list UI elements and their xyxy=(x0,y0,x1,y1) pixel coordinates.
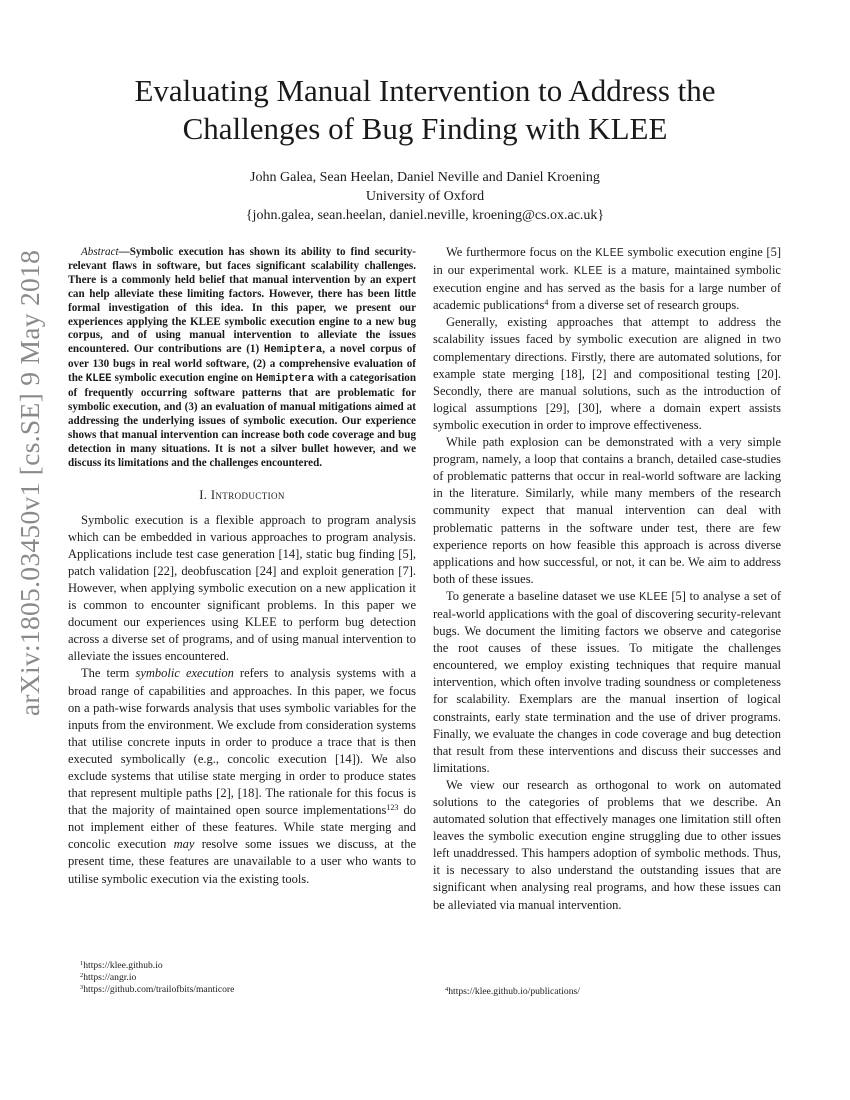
paper-title xyxy=(60,72,790,148)
right-p4-klee: KLEE xyxy=(638,589,668,604)
footnote-3 xyxy=(80,984,234,996)
footnote-1-link[interactable]: https://klee.github.io xyxy=(83,960,163,971)
abstract-hemiptera-2: Hemiptera xyxy=(255,373,315,386)
footnote-1 xyxy=(80,960,234,972)
right-p1-text-d: from a diverse set of research groups. xyxy=(548,298,740,313)
intro-p2-footnote-ref: 123 xyxy=(386,803,399,813)
right-paragraph-3: While path explosion can be demonstrated with a very simple program, namely, a loop that contains a branch, detailed case-studies of problematic patterns that occur in real-world software are lacking in the literature. Similarly, while many members of the research community expect that manual intervention can deal with problematic patterns in the software under test, there are few experience reports on how feasible this approach is across diverse applications and how successful, or not, it can be. We aim to address both of these issues. xyxy=(433,435,781,586)
abstract-klee: KLEE xyxy=(85,373,112,386)
intro-p2-text-c: do not implement either of these features. While state merging and concolic execution xyxy=(68,803,417,852)
abstract-hemiptera-1: Hemiptera xyxy=(263,344,323,357)
right-paragraph-1 xyxy=(433,244,781,314)
right-p4-text-b: [5] to analyse a set of real-world applications with the goal of discovering security-relevant bugs. We document the limiting factors we observe and categorise the root causes of these issues. To mitigate the challenges encountered, we employ existing techniques that require manual intervention, which often involve trading soundness or completeness for scalability. Exemplars are the manual insertion of logical constraints, early state termination and the use of driver programs. Finally, we evaluate the changes in code coverage and bug detection that result from these interventions and discuss their successes and limitations. xyxy=(433,588,781,775)
right-paragraph-5: We view our research as orthogonal to work on automated solutions to the categories of problems that we describe. An automated solution that effectively manages one limitation still often leaves the symbolic execution engine struggling due to other issues left unaddressed. This hampers adoption of symbolic methods. Thus, it is necessary to also understand the outstanding issues that are significant when analysing real programs, and how these issues can be alleviated via manual intervention. xyxy=(433,777,781,912)
author-block xyxy=(60,168,790,225)
right-p1-text-c: is a mature, maintained symbolic execution engine and has served as the basis for a large number of academic publications xyxy=(433,263,781,313)
abstract-text-1: Symbolic execution has shown its ability to find security-relevant flaws in software, but faces significant scalability challenges. There is a commonly held belief that manual intervention by an expert can help alleviate these limiting factors. However, there has been little formal investigation of this idea. In this paper, we present our experiences applying the KLEE symbolic execution engine to a new bug corpus, and of using manual intervention to alleviate the issues encountered. Our contributions are (1) xyxy=(68,246,416,356)
section-number: I. xyxy=(199,487,208,502)
right-column xyxy=(433,244,781,914)
footnote-3-link[interactable]: https://github.com/trailofbits/manticore xyxy=(83,984,235,996)
arxiv-identifier-stamp xyxy=(4,249,56,716)
right-paragraph-2: Generally, existing approaches that attempt to address the scalability issues faced by symbolic execution are aligned in two complementary directions. Firstly, there are automated solutions, for example state merging [18], [2] and compositional testing [20]. Secondly, there are manual solutions, such as the introduction of logical assumptions [29], [30], where a domain expert assists symbolic execution in order to improve effectiveness. xyxy=(433,315,781,432)
right-p1-text-a: We furthermore focus on the xyxy=(446,245,596,259)
intro-p2-text-d: resolve some issues we discuss, at the present time, these features are unavailable to a user who wants to utilise symbolic execution via the existing tools. xyxy=(68,837,417,886)
section-heading-introduction xyxy=(68,487,416,504)
abstract-lead: Abstract xyxy=(81,246,119,258)
abstract-dash: — xyxy=(118,246,130,258)
author-emails: {john.galea, sean.heelan, daniel.neville, kroening@cs.ox.ac.uk} xyxy=(245,208,605,223)
footnote-4 xyxy=(445,986,580,998)
left-column xyxy=(68,246,416,888)
right-p1-klee-1: KLEE xyxy=(595,246,625,260)
right-paragraph-4 xyxy=(433,588,781,777)
author-affiliation: University of Oxford xyxy=(365,189,485,204)
intro-p2-text-b: refers to analysis systems with a broad range of capabilities and approaches. In this paper, we focus on a path-wise forwards analysis that uses symbolic variables for the inputs from the environment. We exclude from consideration systems that utilise concrete inputs in order to produce a trace that is then executed symbolically (e.g., concolic execution [14]). We also exclude systems that utilise state merging in order to produce states that represent multiple paths [2], [18]. The rationale for this focus is that the majority of maintained open source implementations xyxy=(68,666,417,818)
right-p1-footnote-ref: 4 xyxy=(544,298,549,308)
right-p4-text-a: To generate a baseline dataset we use xyxy=(446,588,639,603)
right-p1-text-b: symbolic execution engine [5] in our experimental work. xyxy=(433,245,781,278)
abstract-text-4: with a categorisation of frequently occurring software patterns that are problematic for symbolic execution, and (3) an evaluation of manual mitigations aimed at addressing the underlying issues of symbolic execution. Our experience shows that manual intervention can increase both code coverage and bug detection in many situations. It is not a silver bullet however, and we discuss its limitations and the challenges encountered. xyxy=(68,372,417,469)
author-names: John Galea, Sean Heelan, Daniel Neville and Daniel Kroening xyxy=(250,170,600,185)
abstract-text-2: , a novel corpus of over 130 bugs in real world software, (2) a comprehensive evaluation of the xyxy=(68,343,417,385)
intro-p2-emphasis-may: may xyxy=(173,837,195,852)
footnote-2-link[interactable]: https://angr.io xyxy=(83,972,137,984)
paper-title-line-1: Evaluating Manual Intervention to Address the xyxy=(134,73,716,108)
footnote-2 xyxy=(80,972,234,984)
paper-title-line-2: Challenges of Bug Finding with KLEE xyxy=(182,111,668,146)
footnote-4-link[interactable]: https://klee.github.io/publications/ xyxy=(448,986,580,997)
footnote-1-mark: 1 xyxy=(80,960,84,967)
footnotes-left xyxy=(80,960,234,997)
right-p1-klee-2: KLEE xyxy=(573,264,603,279)
intro-paragraph-1: Symbolic execution is a flexible approach to program analysis which can be embedded in various approaches to program analysis. Applications include test case generation [14], static bug finding [5], patch validation [22], deobfuscation [24] and exploit generation [7]. However, when applying symbolic execution on a new application it is common to encounter significant problems. In this paper we document our experiences using KLEE to perform bug detection across a diverse set of programs, and of using manual intervention to alleviate the issues encountered. xyxy=(68,512,416,664)
intro-p2-text-a: The term xyxy=(81,666,136,681)
abstract-text-3: symbolic execution engine on xyxy=(111,372,256,385)
footnotes-right xyxy=(445,986,580,998)
intro-paragraph-2 xyxy=(68,665,416,887)
section-title-text: Introduction xyxy=(210,487,285,502)
abstract-paragraph xyxy=(68,246,416,471)
arxiv-identifier-text: arXiv:1805.03450v1 [cs.SE] 9 May 2018 xyxy=(14,249,46,716)
footnote-4-mark: 4 xyxy=(445,986,449,993)
footnote-2-mark: 2 xyxy=(80,972,84,980)
intro-p2-emphasis-symbolic-execution: symbolic execution xyxy=(135,666,234,681)
footnote-3-mark: 3 xyxy=(80,984,84,992)
